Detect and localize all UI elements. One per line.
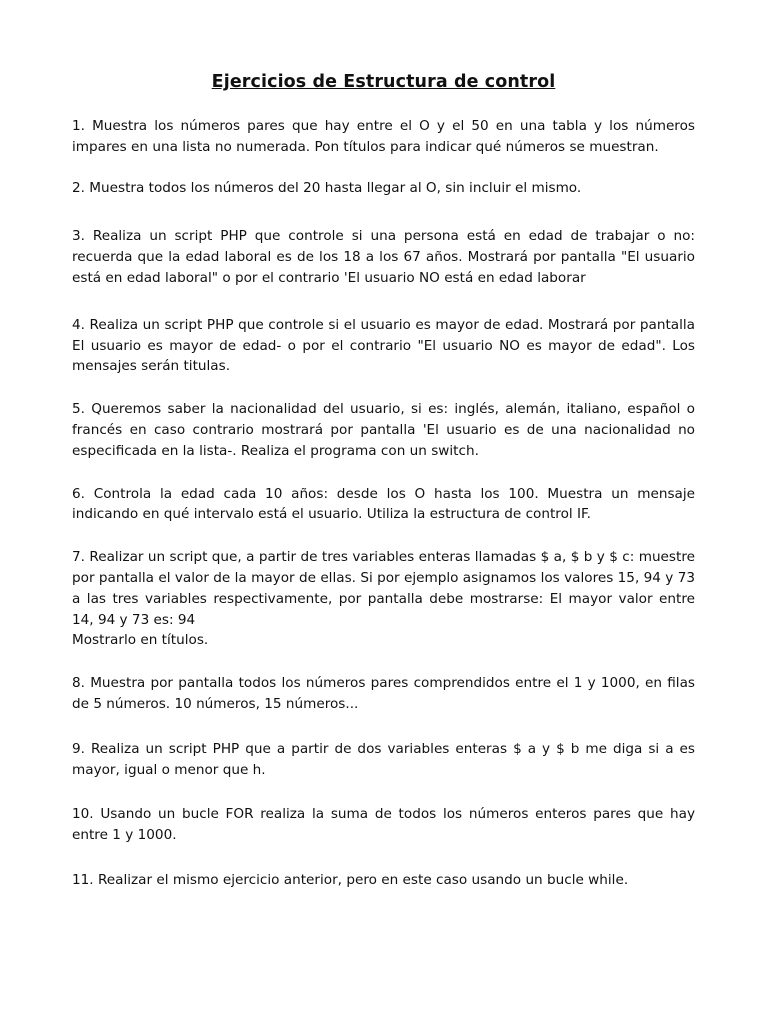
- exercise-7-extra: Mostrarlo en títulos.: [72, 632, 209, 649]
- exercise-7-text: 7. Realizar un script que, a partir de tres variables enteras llamadas $ a, $ b y $ c: muestre por pantalla el valor de la mayor de ellas. Si por ejemplo asignamos los valores 15, 94 y 73 a las tres variables respectivamente, por pantalla debe mostrarse: El mayor valor entre 14, 94 y 73 es: 94: [72, 549, 695, 628]
- exercise-9: 9. Realiza un script PHP que a partir de dos variables enteras $ a y $ b me diga si a es mayor, igual o menor que h.: [72, 740, 695, 778]
- exercise-4: 4. Realiza un script PHP que controle si el usuario es mayor de edad. Mostrará por pantalla El usuario es mayor de edad- o por el contrario "El usuario NO es mayor de edad". Los mensajes serán titulas.: [72, 316, 695, 375]
- exercise-11: 11. Realizar el mismo ejercicio anterior, pero en este caso usando un bucle while.: [72, 871, 629, 888]
- exercise-7: [72, 547, 695, 651]
- exercise-6: 6. Controla la edad cada 10 años: desde los O hasta los 100. Muestra un mensaje indicando en qué intervalo está el usuario. Utiliza la estructura de control IF.: [72, 485, 695, 523]
- exercise-1: 1. Muestra los números pares que hay entre el O y el 50 en una tabla y los números impares en una lista no numerada. Pon títulos para indicar qué números se muestran.: [72, 118, 695, 155]
- exercise-10: 10. Usando un bucle FOR realiza la suma de todos los números enteros pares que hay entre 1 y 1000.: [72, 806, 695, 844]
- document-title: Ejercicios de Estructura de control: [211, 72, 556, 92]
- document-page: [72, 70, 695, 891]
- exercise-3: 3. Realiza un script PHP que controle si una persona está en edad de trabajar o no: recuerda que la edad laboral es de los 18 a los 67 años. Mostrará por pantalla "El usuario está en edad laboral" o por el contrario 'El usuario NO está en edad laborar: [72, 228, 695, 286]
- exercise-2: 2. Muestra todos los números del 20 hasta llegar al O, sin incluir el mismo.: [72, 179, 582, 196]
- exercise-8: 8. Muestra por pantalla todos los números pares comprendidos entre el 1 y 1000, en filas de 5 números. 10 números, 15 números...: [72, 675, 695, 712]
- exercise-5: 5. Queremos saber la nacionalidad del usuario, si es: inglés, alemán, italiano, español o francés en caso contrario mostrará por pantalla 'El usuario es de una nacionalidad no especificada en la lista-. Realiza el programa con un switch.: [72, 401, 695, 459]
